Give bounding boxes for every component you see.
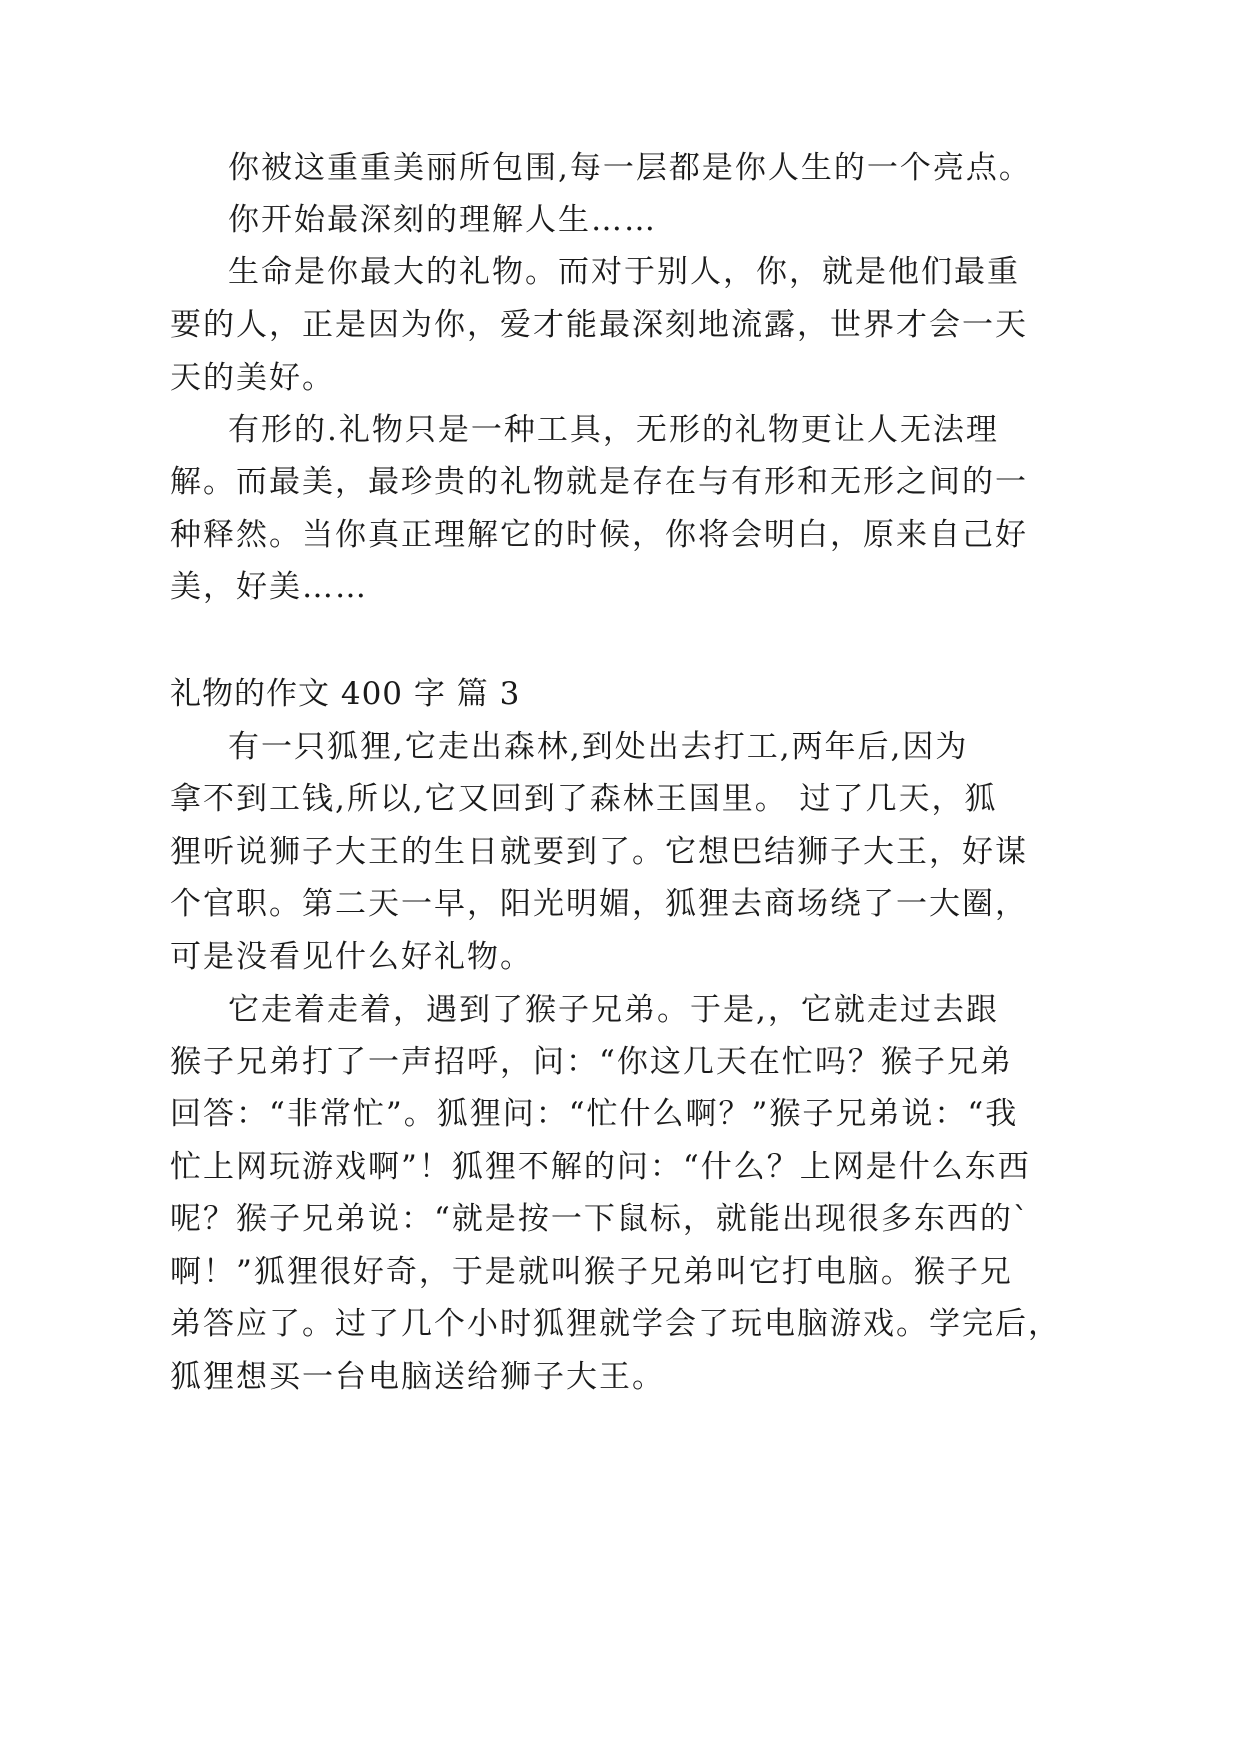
paragraph-line: 弟答应了。过了几个小时狐狸就学会了玩电脑游戏。学完后， <box>170 1306 1061 1342</box>
paragraph-line: 可是没看见什么好礼物。 <box>170 939 533 975</box>
paragraph-line: 天的美好。 <box>170 360 335 396</box>
paragraph-line: 你开始最深刻的理解人生…… <box>228 202 657 238</box>
paragraph-line: 忙上网玩游戏啊”！狐狸不解的问：“什么？上网是什么东西 <box>170 1149 1031 1185</box>
paragraph-line: 有一只狐狸,它走出森林,到处出去打工,两年后,因为 <box>228 729 969 765</box>
paragraph-line: 猴子兄弟打了一声招呼，问：“你这几天在忙吗？猴子兄弟 <box>170 1044 1013 1080</box>
paragraph-line: 狐狸想买一台电脑送给狮子大王。 <box>170 1359 665 1395</box>
paragraph-line: 解。而最美，最珍贵的礼物就是存在与有形和无形之间的一 <box>170 464 1028 500</box>
paragraph-line: 有形的.礼物只是一种工具，无形的礼物更让人无法理 <box>228 412 999 448</box>
paragraph-line: 你被这重重美丽所包围,每一层都是你人生的一个亮点。 <box>228 150 1032 186</box>
paragraph-line: 狸听说狮子大王的生日就要到了。它想巴结狮子大王，好谋 <box>170 834 1028 870</box>
paragraph-line: 拿不到工钱,所以,它又回到了森林王国里。 过了几天，狐 <box>170 781 998 817</box>
paragraph-line: 啊！”狐狸很好奇，于是就叫猴子兄弟叫它打电脑。猴子兄 <box>170 1254 1013 1290</box>
paragraph-line: 要的人，正是因为你，爱才能最深刻地流露，世界才会一天 <box>170 307 1028 343</box>
paragraph-line: 它走着走着，遇到了猴子兄弟。于是,，它就走过去跟 <box>228 992 999 1028</box>
paragraph-line: 种释然。当你真正理解它的时候，你将会明白，原来自己好 <box>170 517 1028 553</box>
section-heading: 礼物的作文 400 字 篇 3 <box>170 676 521 712</box>
paragraph-line: 回答：“非常忙”。狐狸问：“忙什么啊？”猴子兄弟说：“我 <box>170 1096 1019 1132</box>
paragraph-line: 美，好美…… <box>170 569 368 605</box>
paragraph-line: 呢？猴子兄弟说：“就是按一下鼠标，就能出现很多东西的` <box>170 1201 1031 1237</box>
paragraph-line: 生命是你最大的礼物。而对于别人，你，就是他们最重 <box>228 254 1020 290</box>
paragraph-line: 个官职。第二天一早，阳光明媚，狐狸去商场绕了一大圈， <box>170 886 1028 922</box>
